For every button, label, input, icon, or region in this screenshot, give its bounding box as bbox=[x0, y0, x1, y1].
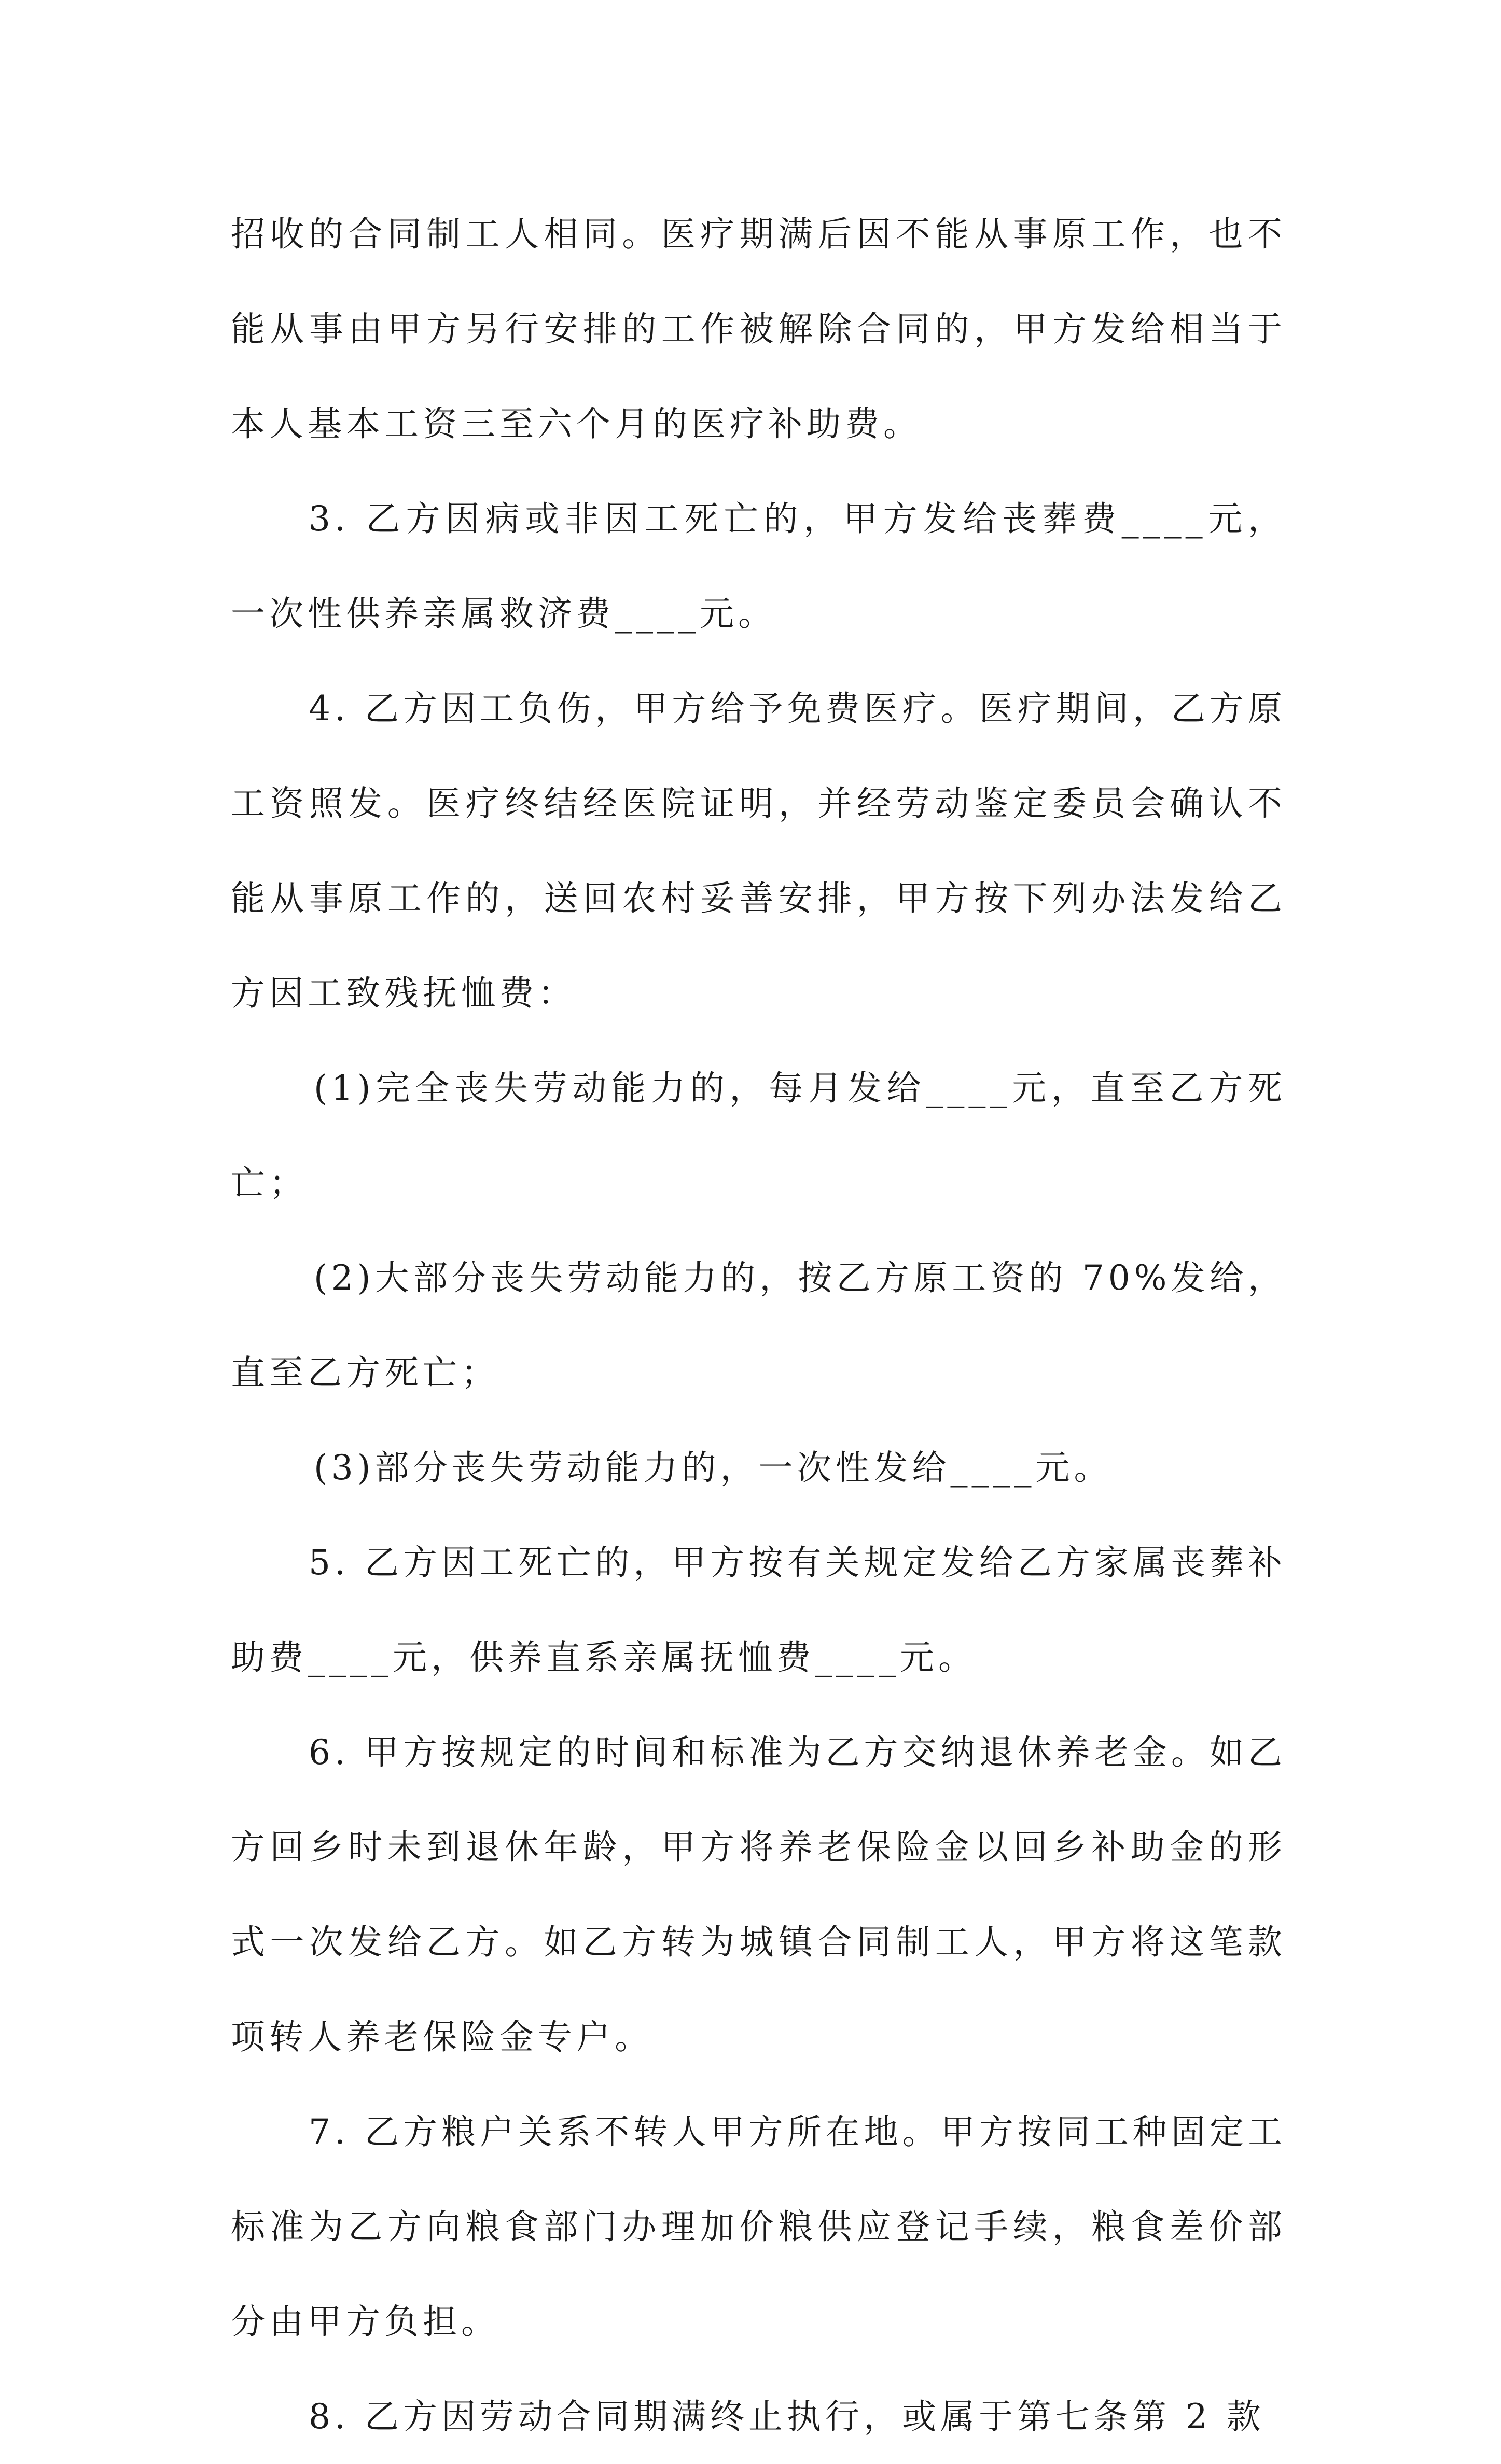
paragraph-item-4: 4. 乙方因工负伤，甲方给予免费医疗。医疗期间，乙方原工资照发。医疗终结经医院证明，并经劳动鉴定委员会确认不能从事原工作的，送回农村妥善安排，甲方按下列办法发给乙方因工致残抚恤费： bbox=[231, 689, 1286, 1013]
paragraph-subitem-1: (1)完全丧失劳动能力的，每月发给____元，直至乙方死亡； bbox=[231, 1068, 1286, 1203]
paragraph-subitem-2: (2)大部分丧失劳动能力的，按乙方原工资的 70%发给，直至乙方死亡； bbox=[231, 1258, 1286, 1393]
paragraph-item-3: 3. 乙方因病或非因工死亡的，甲方发给丧葬费____元，一次性供养亲属救济费____元。 bbox=[231, 499, 1286, 634]
document-body bbox=[231, 187, 1286, 2464]
paragraph-item-8: 8. 乙方因劳动合同期满终止执行，或属于第七条第 2 款 bbox=[309, 2397, 1265, 2437]
paragraph-item-7: 7. 乙方粮户关系不转人甲方所在地。甲方按同工种固定工标准为乙方向粮食部门办理加价粮供应登记手续，粮食差价部分由甲方负担。 bbox=[231, 2112, 1286, 2342]
paragraph-item-5: 5. 乙方因工死亡的，甲方按有关规定发给乙方家属丧葬补助费____元，供养直系亲属抚恤费____元。 bbox=[231, 1543, 1286, 1677]
paragraph-subitem-3: (3)部分丧失劳动能力的，一次性发给____元。 bbox=[314, 1448, 1113, 1488]
paragraph-item-6: 6. 甲方按规定的时间和标准为乙方交纳退休养老金。如乙方回乡时未到退休年龄，甲方将养老保险金以回乡补助金的形式一次发给乙方。如乙方转为城镇合同制工人，甲方将这笔款项转人养老保险金专户。 bbox=[231, 1732, 1286, 2057]
paragraph-continued: 招收的合同制工人相同。医疗期满后因不能从事原工作，也不能从事由甲方另行安排的工作被解除合同的，甲方发给相当于本人基本工资三至六个月的医疗补助费。 bbox=[231, 214, 1286, 444]
